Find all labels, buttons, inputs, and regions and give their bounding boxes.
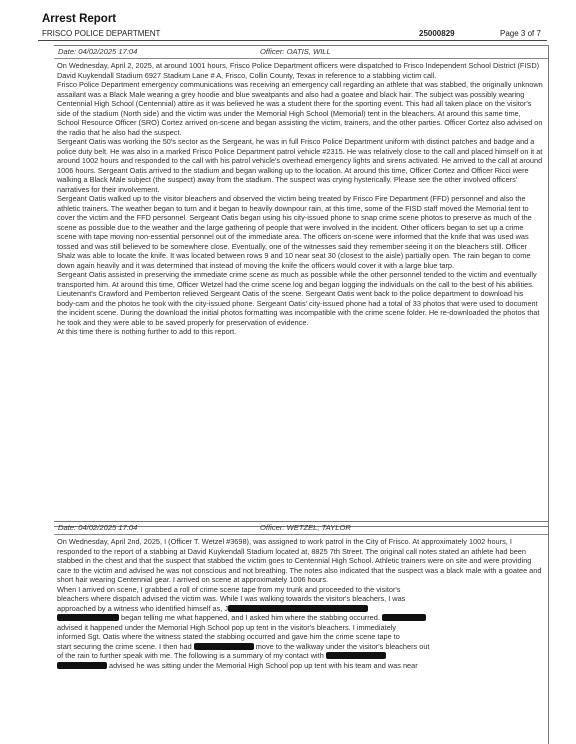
narrative-entry-wetzel	[54, 521, 549, 744]
entry-date: Date: 04/02/2025 17:04	[58, 523, 138, 532]
narrative-paragraph: Sergeant Oatis assisted in preserving the immediate crime scene as much as possible while the other personnel tended to the victim and eventually transported him. At around this time, Officer Wetzel had the crime scene log and began logging the individuals on the call to the best of his abilities. Lieutenant's Crawford and Pemberton relieved Sergeant Oatis of the scene. Sergeant Oatis went back to the police department to download his body-cam and the photos he took with the city-issued phone. Sergeant Oatis' city-issued phone had a total of 33 photos that were used to document the incident scene. During the download the initial photos formatting was incompatible with the crime scene folder. He re-downloaded the photos that he took and they were able to be saved properly for preservation of evidence.	[57, 270, 540, 327]
redacted-narrative	[57, 585, 543, 671]
narrative-text: advised it happened under the Memorial High School pop up tent in the visitor's bleachers. I immediately	[57, 622, 396, 632]
report-header-row	[38, 27, 547, 41]
narrative-text: start securing the crime scene. I then had	[57, 641, 194, 651]
narrative-text: move to the walkway under the visitor's bleachers out	[253, 641, 430, 651]
entry-officer: Officer: OATIS, WILL	[260, 47, 331, 56]
narrative-paragraph: On Wednesday, April 2nd, 2025, I (Officer T. Wetzel #3698), was assigned to work patrol in the City of Frisco. At approximately 1002 hours, I responded to the report of a stabbing at David Kuykendall Stadium located at, 8825 7th Street. The original call notes stated an athlete had been stabbed in the chest and that the suspect that stabbed the victim goes to Centennial High School. Athletic trainers were on site and were providing care to the victim and advised he was not conscious and not breathing. The notes also indicated that the suspect was a black male with a goatee and short hair wearing Centennial gear. I arrived on scene at approximately 1006 hours.	[57, 537, 542, 584]
narrative-paragraph: On Wednesday, April 2, 2025, at around 1001 hours, Frisco Police Department officers were dispatched to Frisco Independent School District (FISD) David Kuykendall Stadium 6927 Stadium Lane # A, Frisco, Collin County, Texas in reference to a stabbing victim call.	[57, 61, 540, 80]
narrative-text: of the rain to further speak with me. The following is a summary of my contact with	[57, 651, 326, 660]
narrative-paragraph: Sergeant Oatis walked up to the visitor bleachers and observed the victim being treated by Frisco Fire Department (FFD) personnel and also the athletic trainers. The weather began to turn and it began to heavily downpour rain, at this time, some of the FISD staff moved the Memorial tent to cover the victim and the FFD personnel. Sergeant Oatis began using his city-issued phone to snap crime scene photos to preserve as much of the scene as possible due to the weather and the large gathering of people that were involved in the incident. Other officers began to set up a crime scene with tape moving non-essential personnel out of the immediate area. The officers on-scene were informed that the knife that was used was tossed and was still believed to be somewhere close. Eventually, one of the witnesses said they remember seeing it on the bleachers still. Officer Shalz was able to locate the knife. It was located between rows 9 and 10 near seat 30 (closest to the aisle) partially open. The rain began to come down again heavily and it was determined that instead of moving the knife the officers would cover it with a large blue tarp.	[57, 194, 532, 270]
entry-header	[54, 46, 548, 59]
department-name: FRISCO POLICE DEPARTMENT	[42, 29, 161, 38]
narrative-line	[57, 642, 543, 652]
page-indicator: Page 3 of 7	[500, 29, 541, 38]
narrative-entry-oatis	[54, 45, 549, 527]
narrative-paragraph: At this time there is nothing further to add to this report.	[57, 327, 237, 336]
narrative-paragraph: Frisco Police Department emergency communications was receiving an emergency call regarding an athlete that was stabbed, the originally unknown assailant was a Black Male wearing a grey hoodie and blue sweatpants and also had a goatee and black hair. The subject was possibly wearing Centennial High School (Centennial) attire as it was believed he was a student there for the sporting event. This had all taken place on the visitor's side of the stadium (North side) and the victim was under the Memorial High School (Memorial) tent in the bleachers. At around this same time, School Resource Officer (SRO) Cortez arrived on-scene and began assisting the victim, trainers, and the other parties. Officer Cortez also advised on the radio that he also had the suspect.	[57, 80, 543, 137]
entry-body	[54, 59, 548, 337]
narrative-line	[57, 594, 543, 604]
narrative-line	[57, 585, 543, 595]
entry-body	[54, 535, 548, 670]
narrative-line	[57, 623, 543, 633]
narrative-line	[57, 661, 543, 671]
report-number: 25000829	[419, 29, 455, 38]
redaction-bar	[382, 614, 426, 621]
narrative-line	[57, 604, 543, 614]
redaction-bar	[194, 643, 254, 650]
narrative-text: approached by a witness who identified himself as, J	[57, 603, 229, 613]
narrative-text: bleachers where dispatch advised the victim was. While I was walking towards the visitor's bleachers, I was	[57, 594, 406, 603]
narrative-line	[57, 613, 543, 623]
redaction-bar	[57, 662, 107, 669]
entry-header	[54, 522, 548, 535]
narrative-text: began telling me what happened, and I asked him where the stabbing occurred.	[119, 613, 382, 622]
narrative-paragraph: Sergeant Oatis was working the 50's sector as the Sergeant, he was in full Frisco Police Department uniform with distinct patches and badge and a police duty belt. He was also in a marked Frisco Police Department patrol vehicle #2315. He was relatively close to the call and placed himself on it at around 1002 hours and responded to the call with his patrol vehicle's overhead emergency lights and sirens activated. He arrived to the call at around 1006 hours. Sergeant Oatis arrived to the stadium and began walking up to the location. At around this time, Officer Cortez and Officer Ricci were walking a Black Male subject (the suspect) away from the stadium. The suspect was crying hysterically. Please see the other involved officers' narratives for their involvement.	[57, 137, 543, 194]
redaction-bar	[228, 605, 368, 612]
redaction-bar	[57, 614, 119, 621]
narrative-text: advised he was sitting under the Memorial High School pop up tent with his team and was near	[107, 660, 418, 670]
entry-date: Date: 04/02/2025 17:04	[58, 47, 138, 56]
report-title: Arrest Report	[42, 13, 117, 25]
narrative-line	[57, 651, 543, 661]
narrative-text: When I arrived on scene, I grabbed a roll of crime scene tape from my trunk and proceeded to the visitor's	[57, 584, 401, 594]
redaction-bar	[326, 652, 386, 659]
narrative-text: informed Sgt. Oatis where the witness stated the stabbing occurred and gave him the crime scene tape to	[57, 632, 400, 641]
entry-officer: Officer: WETZEL, TAYLOR	[260, 523, 351, 532]
narrative-line	[57, 632, 543, 642]
